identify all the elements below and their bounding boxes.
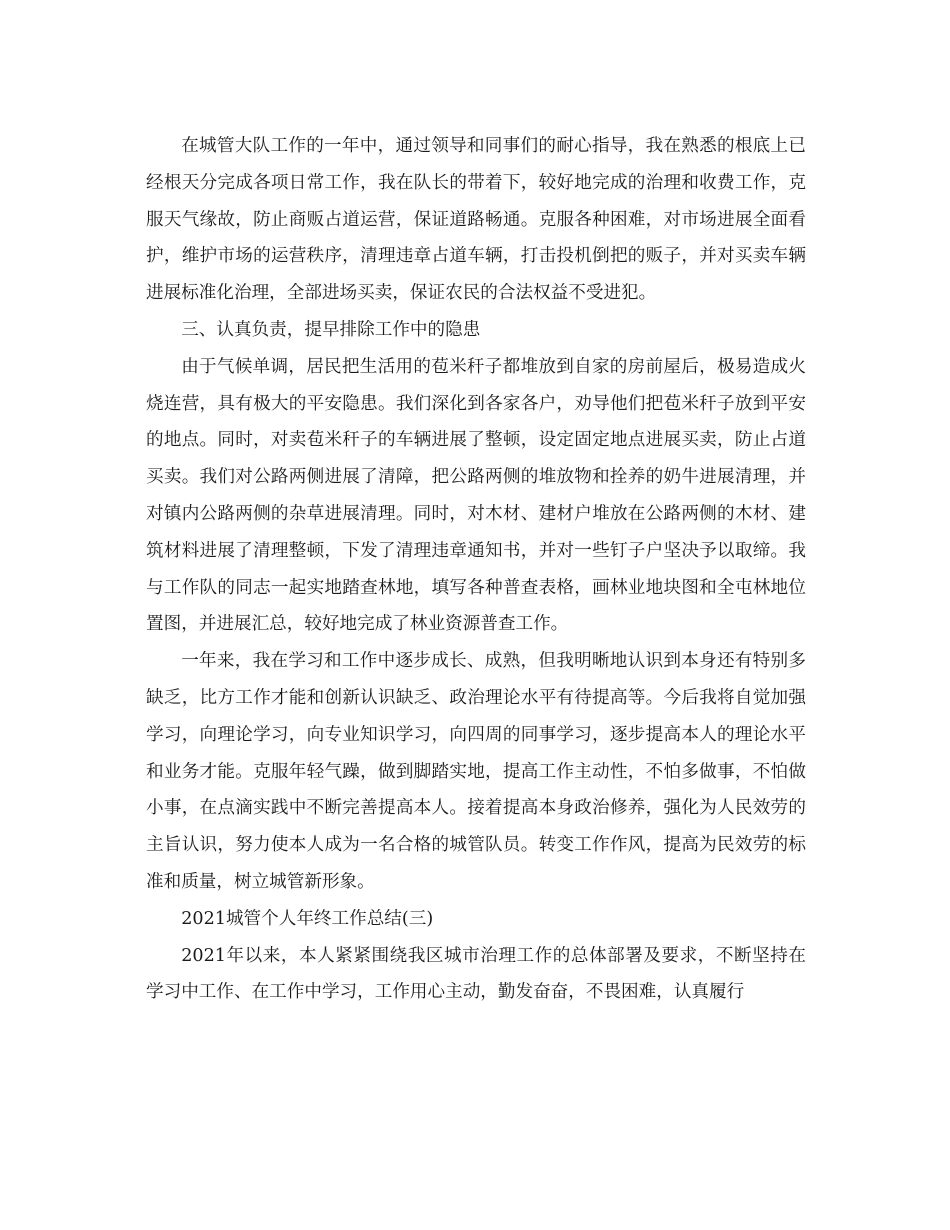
document-body: [146, 128, 806, 1011]
section-heading-hazards: 三、认真负责，提早排除工作中的隐患: [181, 319, 481, 340]
section-heading-summary-three: 2021城管个人年终工作总结(三): [181, 908, 434, 929]
paragraph-hazard-removal: 由于气候单调，居民把生活用的苞米秆子都堆放到自家的房前屋后，极易造成火烧连营，具有极大的平安隐患。我们深化到各家各户，劝导他们把苞米秆子放到平安的地点。同时，对卖苞米秆子的车辆进展了整顿，设定固定地点进展买卖，防止占道买卖。我们对公路两侧进展了清障，把公路两侧的堆放物和拴养的奶牛进展清理，并对镇内公路两侧的杂草进展清理。同时，对木材、建材户堆放在公路两侧的木材、建筑材料进展了清理整顿，下发了清理违章通知书，并对一些钉子户坚决予以取缔。我与工作队的同志一起实地踏查林地，填写各种普查表格，画林业地块图和全屯林地位置图，并进展汇总，较好地完成了林业资源普查工作。: [146, 356, 806, 635]
paragraph-duty-review: 在城管大队工作的一年中，通过领导和同事们的耐心指导，我在熟悉的根底上已经根天分完成各项日常工作，我在队长的带着下，较好地完成的治理和收费工作，克服天气缘故，防止商贩占道运营，保证道路畅通。克服各种困难，对市场进展全面看护，维护市场的运营秩序，清理违章占道车辆，打击投机倒把的贩子，并对买卖车辆进展标准化治理，全部进场买卖，保证农民的合法权益不受进犯。: [146, 136, 806, 304]
paragraph-self-assessment: 一年来，我在学习和工作中逐步成长、成熟，但我明晰地认识到本身还有特别多缺乏，比方工作才能和创新认识缺乏、政治理论水平有待提高等。今后我将自觉加强学习，向理论学习，向专业知识学习，向四周的同事学习，逐步提高本人的理论水平和业务才能。克服年轻气躁，做到脚踏实地，提高工作主动性，不怕多做事，不怕做小事，在点滴实践中不断完善提高本人。接着提高本身政治修养，强化为人民效劳的主旨认识，努力使本人成为一名合格的城管队员。转变工作作风，提高为民效劳的标准和质量，树立城管新形象。: [146, 651, 806, 892]
paragraph-summary-intro: 2021年以来，本人紧紧围绕我区城市治理工作的总体部署及要求，不断坚持在学习中工作、在工作中学习，工作用心主动，勤发奋奋，不畏困难，认真履行: [146, 945, 806, 1003]
